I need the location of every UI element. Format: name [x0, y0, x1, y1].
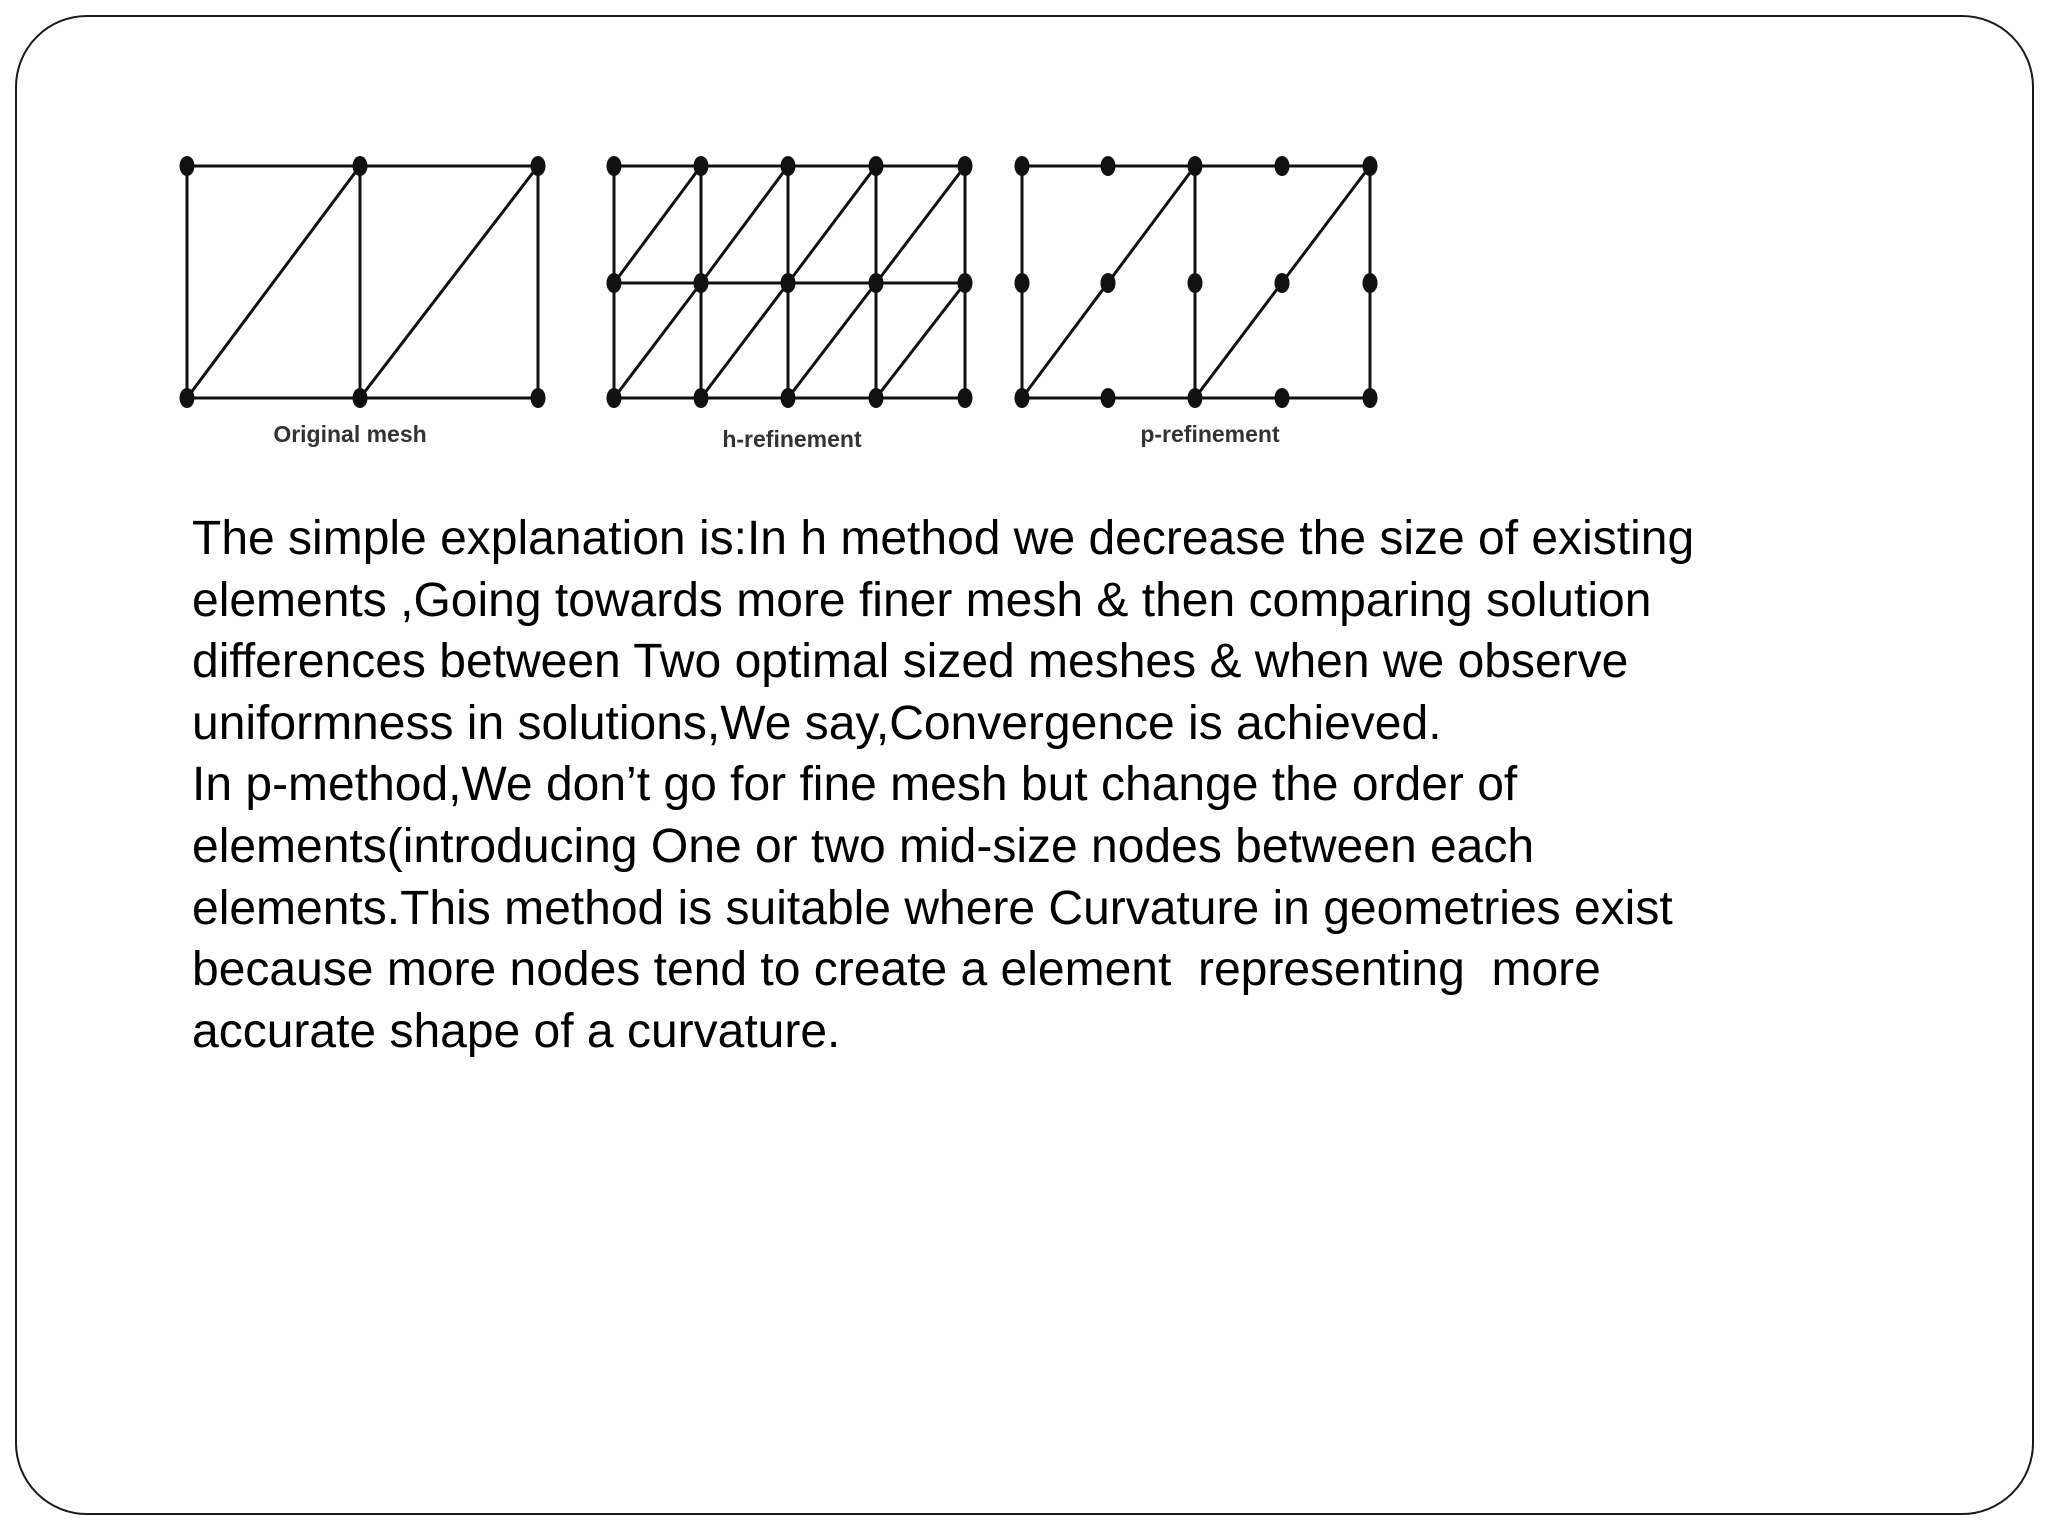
mesh-node: [958, 388, 973, 408]
mesh-node: [607, 273, 622, 293]
panel-h-refinement: [607, 156, 973, 408]
text-line: differences between Two optimal sized meshes & when we observe: [192, 635, 1629, 689]
text-line: because more nodes tend to create a element representing more: [192, 943, 1601, 997]
mesh-node: [1101, 273, 1116, 293]
mesh-node: [1363, 156, 1378, 176]
mesh-node: [781, 156, 796, 176]
mesh-node: [1188, 156, 1203, 176]
mesh-node: [694, 273, 709, 293]
panel-original-mesh: [180, 156, 546, 408]
caption-p-refinement: p-refinement: [1140, 421, 1280, 447]
mesh-node: [869, 273, 884, 293]
mesh-edge: [187, 166, 360, 398]
mesh-node: [1015, 388, 1030, 408]
mesh-node: [353, 156, 368, 176]
panel-p-refinement: [1015, 156, 1378, 408]
mesh-edge: [614, 166, 701, 283]
mesh-node: [1188, 273, 1203, 293]
text-line: accurate shape of a curvature.: [192, 1004, 841, 1058]
mesh-edge: [701, 166, 788, 283]
mesh-node: [1275, 156, 1290, 176]
mesh-node: [958, 156, 973, 176]
text-line: elements(introducing One or two mid-size nodes between each: [192, 819, 1535, 873]
mesh-node: [180, 156, 195, 176]
mesh-node: [607, 388, 622, 408]
mesh-node: [1101, 388, 1116, 408]
mesh-node: [958, 273, 973, 293]
mesh-node: [1275, 273, 1290, 293]
mesh-node: [607, 156, 622, 176]
caption-original-mesh: Original mesh: [273, 421, 427, 447]
mesh-node: [694, 156, 709, 176]
mesh-edge: [360, 166, 538, 398]
mesh-node: [1188, 388, 1203, 408]
explanation-text: [192, 508, 1872, 1062]
mesh-node: [781, 273, 796, 293]
mesh-node: [1015, 156, 1030, 176]
mesh-edge: [614, 283, 701, 398]
caption-h-refinement: h-refinement: [722, 426, 862, 452]
mesh-node: [180, 388, 195, 408]
mesh-edge: [876, 166, 965, 283]
mesh-edge: [876, 283, 965, 398]
mesh-node: [694, 388, 709, 408]
mesh-node: [1275, 388, 1290, 408]
mesh-node: [531, 388, 546, 408]
mesh-refinement-figure: [160, 140, 1400, 470]
mesh-node: [781, 388, 796, 408]
mesh-diagram: [160, 140, 1400, 470]
mesh-node: [1101, 156, 1116, 176]
mesh-node: [869, 156, 884, 176]
mesh-node: [869, 388, 884, 408]
mesh-edge: [788, 283, 876, 398]
text-line: The simple explanation is:In h method we decrease the size of existing: [192, 512, 1695, 565]
mesh-node: [1363, 273, 1378, 293]
mesh-node: [1015, 273, 1030, 293]
mesh-edge: [788, 166, 876, 283]
text-line: elements ,Going towards more finer mesh & then comparing solution: [192, 573, 1652, 627]
mesh-node: [353, 388, 368, 408]
mesh-edge: [701, 283, 788, 398]
text-line: uniformness in solutions,We say,Convergence is achieved.: [192, 696, 1442, 750]
text-line: elements.This method is suitable where Curvature in geometries exist: [192, 881, 1673, 935]
mesh-node: [531, 156, 546, 176]
text-line: In p-method,We don’t go for fine mesh but change the order of: [192, 758, 1518, 812]
mesh-node: [1363, 388, 1378, 408]
